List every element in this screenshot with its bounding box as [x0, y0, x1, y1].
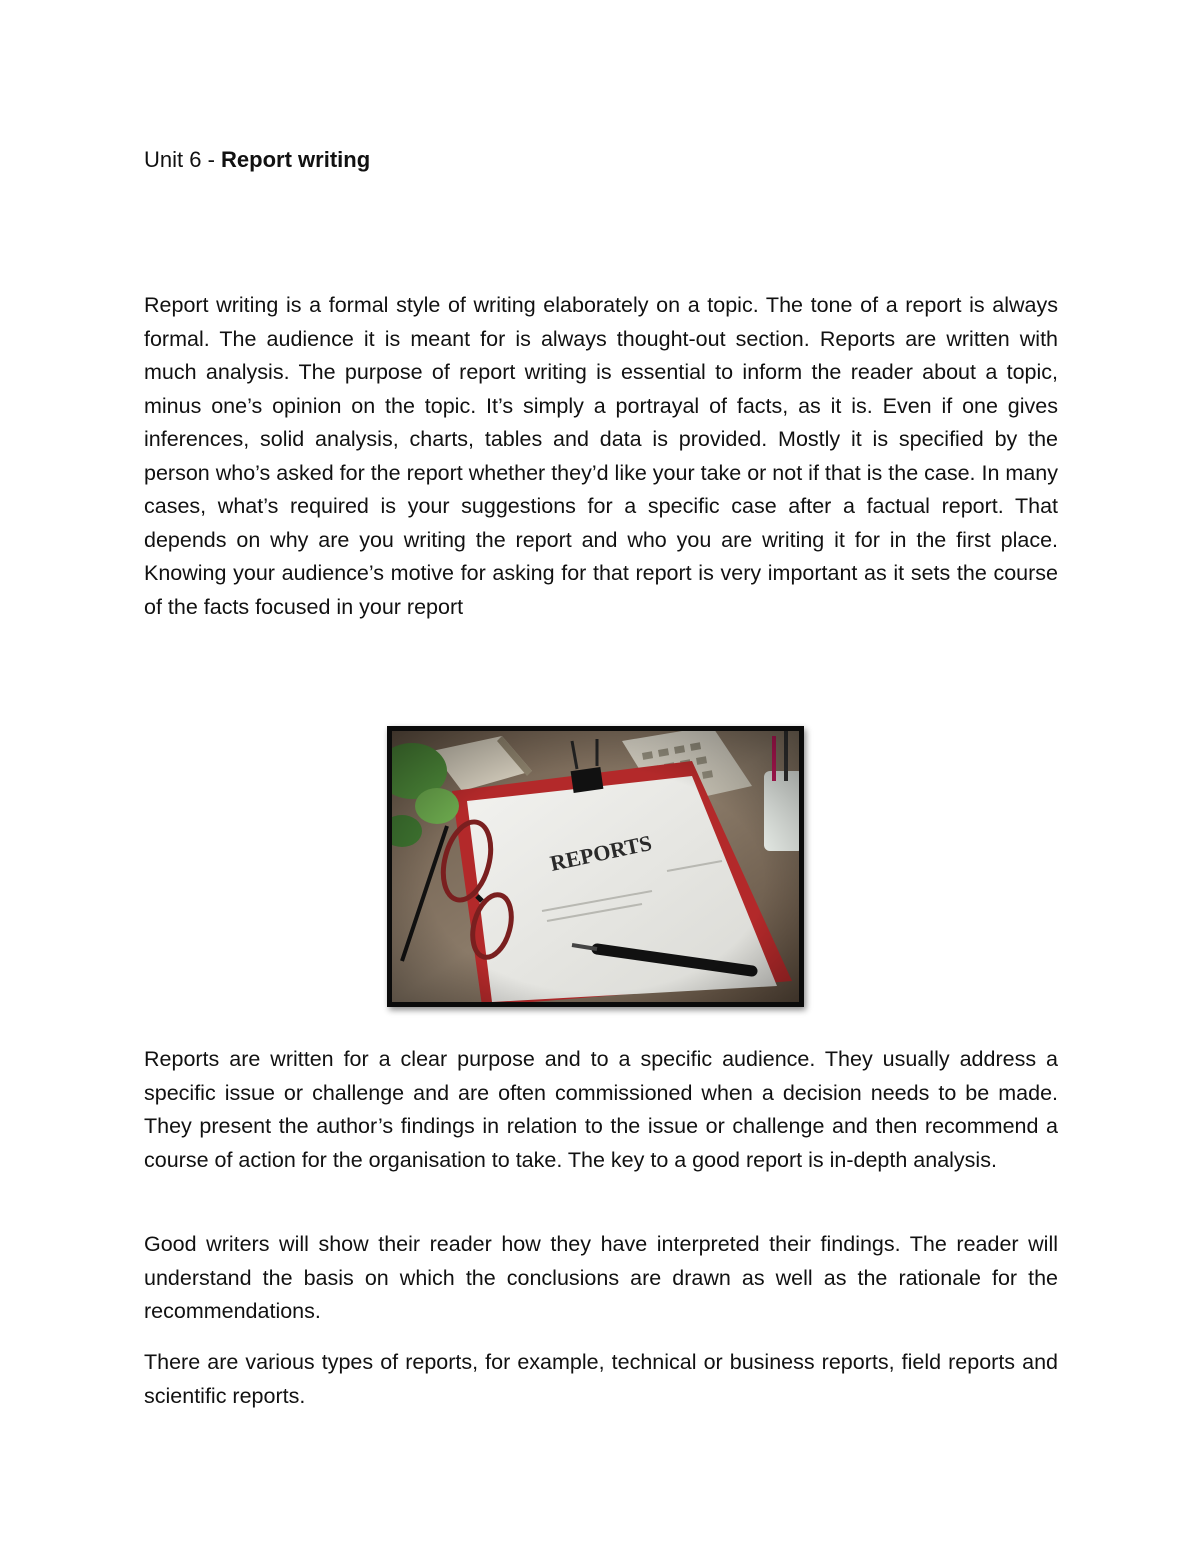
paragraph-types: There are various types of reports, for example, technical or business reports, field reports and scientific reports.: [144, 1350, 1058, 1408]
paragraph-intro: Report writing is a formal style of writing elaborately on a topic. The tone of a report is always formal. The audience it is meant for is always thought-out section. Reports are written with much analysis. The purpose of report writing is essential to inform the reader about a topic, minus one’s opinion on the topic. It’s simply a portrayal of facts, as it is. Even if one gives inferences, solid analysis, charts, tables and data is provided. Mostly it is specified by the person who’s asked for the report whether they’d like your take or not if that is the case. In many cases, what’s required is your suggestions for a specific case after a factual report. That depends on why are you writing the report and who you are writing it for in the first place. Knowing your audience’s motive for asking for that report is very important as it sets the course of the facts focused in your report: [144, 293, 1058, 619]
page-title: [144, 146, 370, 174]
paragraph-purpose: Reports are written for a clear purpose and to a specific audience. They usually address a specific issue or challenge and are often commissioned when a decision needs to be made. They present the author’s findings in relation to the issue or challenge and then recommend a course of action for the organisation to take. The key to a good report is in-depth analysis.: [144, 1047, 1058, 1172]
paragraph-interpretation: Good writers will show their reader how they have interpreted their findings. The reader will understand the basis on which the conclusions are drawn as well as the rationale for the recommendations.: [144, 1232, 1058, 1323]
title-prefix: Unit 6 -: [144, 147, 222, 172]
title-bold: Report writing: [221, 147, 371, 172]
reports-photo: [387, 726, 804, 1007]
reports-photo-illustration: [392, 731, 799, 1002]
